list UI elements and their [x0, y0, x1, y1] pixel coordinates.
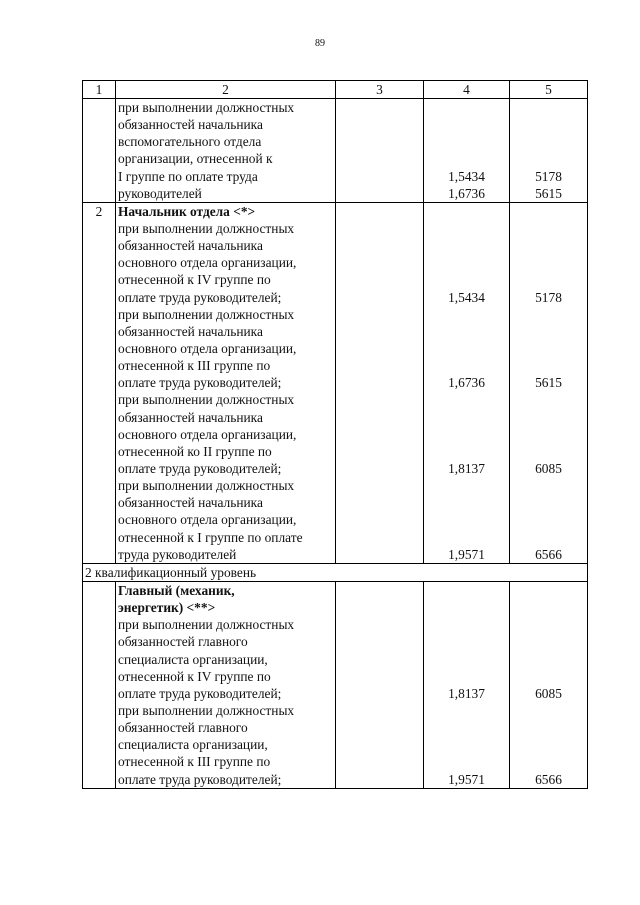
description-line: при выполнении должностных: [118, 702, 295, 718]
description-line: отнесенной ко II группе по: [118, 443, 272, 459]
description-line: отнесенной к IV группе по: [118, 668, 271, 684]
description-line: руководителей: [118, 185, 202, 201]
salary-value: 6085: [535, 685, 562, 701]
position-title: энергетик) <**>: [118, 600, 216, 616]
description-line: основного отдела организации,: [118, 512, 297, 528]
salary-cell: [510, 202, 588, 563]
coefficient-value: 1,6736: [448, 185, 485, 201]
description-line: обязанностей начальника: [118, 117, 263, 133]
description-line: оплате труда руководителей;: [118, 375, 282, 391]
description-line: при выполнении должностных: [118, 392, 295, 408]
salary-value: 6566: [535, 771, 562, 787]
description-line: основного отдела организации,: [118, 340, 297, 356]
salary-value: 5178: [535, 289, 562, 305]
empty-cell: [336, 99, 424, 203]
row-number: [83, 581, 116, 788]
empty-cell: [336, 202, 424, 563]
position-title: Начальник отдела <*>: [118, 203, 256, 219]
coefficient-value: 1,6736: [448, 375, 485, 391]
description-line: обязанностей начальника: [118, 238, 263, 254]
page-number: 89: [315, 38, 325, 49]
salary-cell: [510, 581, 588, 788]
header-col-2: 2: [116, 81, 336, 99]
coefficient-cell: [424, 202, 510, 563]
description-line: при выполнении должностных: [118, 100, 295, 115]
coefficient-value: 1,5434: [448, 289, 485, 305]
table-row: [83, 581, 588, 788]
description-line: труда руководителей: [118, 546, 237, 562]
salary-value: 5178: [535, 168, 562, 184]
table-row: [83, 99, 588, 203]
description-line: при выполнении должностных: [118, 220, 295, 236]
description-line: обязанностей главного: [118, 720, 248, 736]
description-line: основного отдела организации,: [118, 426, 297, 442]
table-header-row: [83, 81, 588, 99]
description-line: обязанностей начальника: [118, 323, 263, 339]
qualification-level-label: 2 квалификационный уровень: [83, 563, 588, 581]
salary-cell: [510, 99, 588, 203]
description-line: при выполнении должностных: [118, 617, 295, 633]
coefficient-cell: [424, 581, 510, 788]
row-number: [83, 99, 116, 203]
salary-value: 5615: [535, 185, 562, 201]
description-line: отнесенной к III группе по: [118, 754, 271, 770]
description-line: специалиста организации,: [118, 651, 268, 667]
description-line: при выполнении должностных: [118, 478, 295, 494]
row-number: 2: [83, 202, 116, 563]
description-line: обязанностей главного: [118, 634, 248, 650]
salary-table: [82, 80, 588, 789]
description-line: оплате труда руководителей;: [118, 460, 282, 476]
description-line: отнесенной к III группе по: [118, 358, 271, 374]
header-col-3: 3: [336, 81, 424, 99]
coefficient-value: 1,8137: [448, 460, 485, 476]
description-line: специалиста организации,: [118, 737, 268, 753]
empty-cell: [336, 581, 424, 788]
description-line: отнесенной к I группе по оплате: [118, 529, 303, 545]
description-line: основного отдела организации,: [118, 255, 297, 271]
salary-value: 5615: [535, 375, 562, 391]
description-line: обязанностей начальника: [118, 409, 263, 425]
qualification-level-row: [83, 563, 588, 581]
position-description: [116, 581, 336, 788]
position-title: Главный (механик,: [118, 582, 235, 598]
description-line: оплате труда руководителей;: [118, 685, 282, 701]
header-col-1: 1: [83, 81, 116, 99]
description-line: обязанностей начальника: [118, 495, 263, 511]
description-line: организации, отнесенной к: [118, 151, 273, 167]
description-line: I группе по оплате труда: [118, 168, 258, 184]
description-line: отнесенной к IV группе по: [118, 272, 271, 288]
header-col-4: 4: [424, 81, 510, 99]
table-row: [83, 202, 588, 563]
position-description: [116, 202, 336, 563]
description-line: вспомогательного отдела: [118, 134, 262, 150]
salary-value: 6566: [535, 546, 562, 562]
description-line: при выполнении должностных: [118, 306, 295, 322]
description-line: оплате труда руководителей;: [118, 771, 282, 787]
description-line: оплате труда руководителей;: [118, 289, 282, 305]
coefficient-value: 1,5434: [448, 168, 485, 184]
coefficient-cell: [424, 99, 510, 203]
coefficient-value: 1,8137: [448, 685, 485, 701]
coefficient-value: 1,9571: [448, 546, 485, 562]
salary-value: 6085: [535, 460, 562, 476]
position-description: [116, 99, 336, 203]
coefficient-value: 1,9571: [448, 771, 485, 787]
header-col-5: 5: [510, 81, 588, 99]
